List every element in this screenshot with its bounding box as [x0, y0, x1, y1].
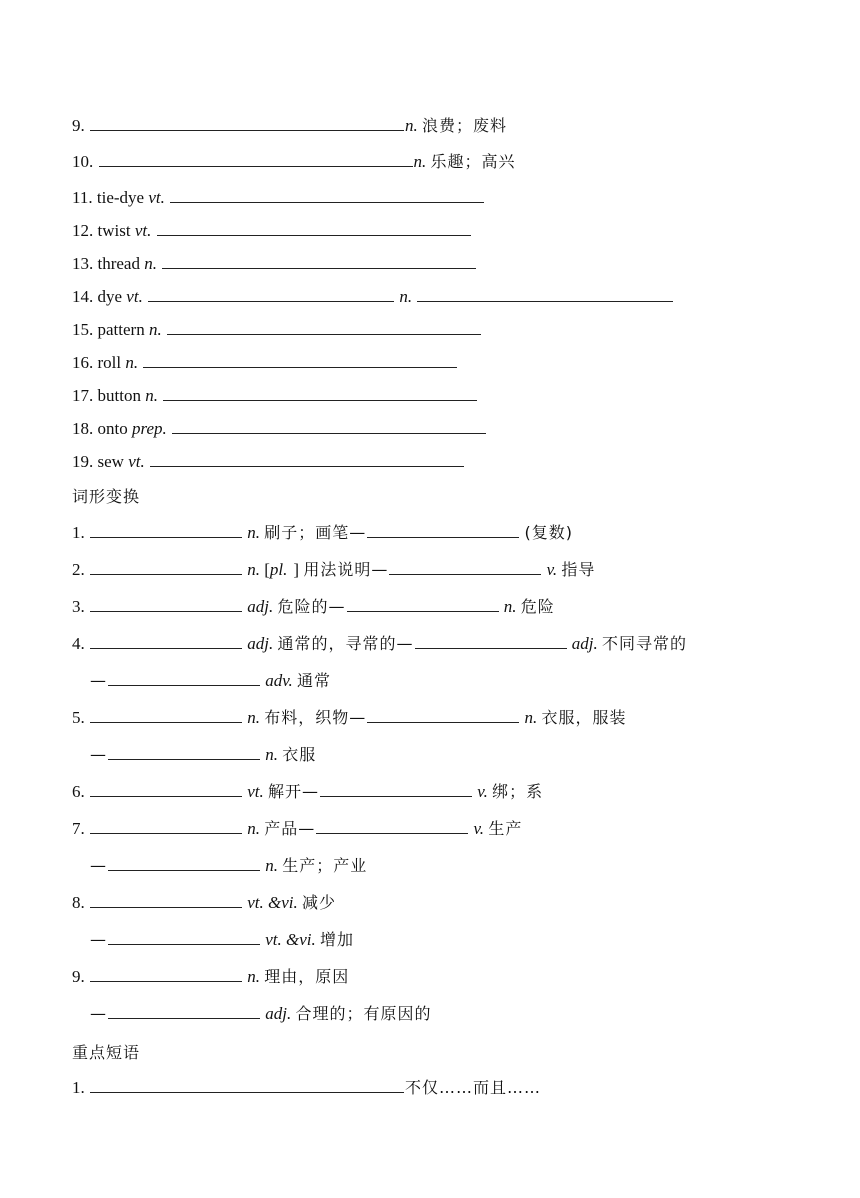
meaning: 解开— — [268, 782, 320, 801]
meaning: 刷子；画笔— — [264, 523, 367, 542]
answer-blank[interactable] — [90, 595, 242, 612]
part-of-speech: vt. — [134, 221, 152, 240]
meaning-3: 增加 — [320, 930, 355, 949]
answer-blank-3[interactable] — [108, 743, 260, 760]
word: roll — [97, 353, 122, 372]
item-number: 15. — [72, 320, 94, 339]
answer-blank[interactable] — [157, 219, 471, 236]
word: twist — [97, 221, 131, 240]
item-number: 10. — [72, 152, 94, 171]
form-item-5-continued — [90, 743, 316, 766]
part-of-speech-3: adv. — [265, 671, 293, 690]
answer-blank[interactable] — [150, 450, 464, 467]
answer-blank-3[interactable] — [108, 1002, 260, 1019]
vocab-item-17 — [72, 384, 478, 407]
meaning: 布料，织物— — [264, 708, 367, 727]
meaning: 通常的，寻常的— — [277, 634, 414, 653]
answer-blank-3[interactable] — [108, 854, 260, 871]
answer-blank-2[interactable] — [417, 285, 673, 302]
part-of-speech: n. — [144, 254, 157, 273]
word: pattern — [97, 320, 145, 339]
item-number: 5. — [72, 708, 85, 727]
vocab-item-12 — [72, 219, 472, 242]
part-of-speech: vt. — [128, 452, 145, 471]
part-of-speech-3: n. — [265, 745, 278, 764]
meaning-2: 指导 — [561, 560, 596, 579]
form-item-8-continued — [90, 928, 354, 951]
part-of-speech: prep. — [131, 419, 167, 438]
item-number: 13. — [72, 254, 94, 273]
answer-blank-3[interactable] — [108, 928, 260, 945]
dash: — — [90, 671, 107, 690]
meaning: 乐趣；高兴 — [430, 152, 516, 171]
part-of-speech: vt. — [148, 188, 165, 207]
form-item-1 — [72, 521, 573, 544]
part-of-speech: vt. — [247, 782, 264, 801]
section-heading-word-forms: 词形变换 — [72, 487, 141, 506]
answer-blank[interactable] — [90, 1076, 404, 1093]
answer-blank-3[interactable] — [108, 669, 260, 686]
form-item-8 — [72, 891, 336, 914]
form-item-9 — [72, 965, 349, 988]
meaning-2: 绑；系 — [492, 782, 544, 801]
answer-blank-2[interactable] — [415, 632, 567, 649]
vocab-item-9 — [72, 114, 507, 137]
meaning-3: 通常 — [297, 671, 332, 690]
part-of-speech: n. — [413, 152, 427, 171]
word: onto — [97, 419, 128, 438]
form-item-9-continued — [90, 1002, 432, 1025]
part-of-speech-3: n. — [265, 856, 278, 875]
form-item-7 — [72, 817, 522, 840]
word: button — [97, 386, 141, 405]
bracket-close: ] — [293, 560, 300, 579]
meaning: 不仅……而且…… — [405, 1078, 542, 1097]
answer-blank-2[interactable] — [367, 706, 519, 723]
item-number: 7. — [72, 819, 85, 838]
answer-blank[interactable] — [90, 891, 242, 908]
word: sew — [97, 452, 124, 471]
part-of-speech-3: vt. &vi. — [265, 930, 316, 949]
part-of-speech: n. — [247, 560, 260, 579]
note: (复数) — [524, 523, 574, 542]
part-of-speech: n. — [247, 708, 260, 727]
part-of-speech-2: v. — [477, 782, 488, 801]
answer-blank[interactable] — [170, 186, 484, 203]
item-number: 12. — [72, 221, 94, 240]
vocab-item-15 — [72, 318, 482, 341]
answer-blank[interactable] — [167, 318, 481, 335]
part-of-speech: n. — [247, 967, 260, 986]
part-of-speech: vt. &vi. — [247, 893, 298, 912]
answer-blank-2[interactable] — [320, 780, 472, 797]
answer-blank[interactable] — [90, 817, 242, 834]
vocab-item-18 — [72, 417, 487, 440]
part-of-speech-2: n. — [399, 287, 413, 306]
answer-blank[interactable] — [90, 632, 242, 649]
answer-blank[interactable] — [90, 521, 242, 538]
answer-blank[interactable] — [99, 150, 413, 167]
section-heading-phrases: 重点短语 — [72, 1043, 141, 1062]
part-of-speech-2: v. — [473, 819, 485, 838]
vocab-item-13 — [72, 252, 477, 275]
item-number: 2. — [72, 560, 85, 579]
answer-blank[interactable] — [163, 384, 477, 401]
form-item-5 — [72, 706, 627, 729]
item-number: 11. — [72, 188, 93, 207]
meaning-3: 生产；产业 — [282, 856, 368, 875]
meaning: 理由，原因 — [264, 967, 350, 986]
answer-blank[interactable] — [90, 780, 242, 797]
answer-blank[interactable] — [143, 351, 457, 368]
part-of-speech-2: adj. — [571, 634, 598, 653]
vocab-item-19 — [72, 450, 465, 473]
part-of-speech: n. — [148, 320, 162, 339]
meaning-2: 衣服，服装 — [541, 708, 627, 727]
part-of-speech: n. — [405, 116, 418, 135]
part-of-speech: adj. — [247, 634, 274, 653]
dash: — — [90, 930, 107, 949]
item-number: 1. — [72, 1078, 85, 1097]
bracket-open: [ — [264, 560, 270, 579]
item-number: 8. — [72, 893, 85, 912]
answer-blank[interactable] — [172, 417, 486, 434]
meaning-2: 不同寻常的 — [601, 634, 687, 653]
meaning: 减少 — [302, 893, 337, 912]
answer-blank-2[interactable] — [367, 521, 519, 538]
vocab-item-16 — [72, 351, 458, 374]
answer-blank-2[interactable] — [316, 817, 468, 834]
answer-blank[interactable] — [90, 706, 242, 723]
part-of-speech: adj. — [247, 597, 274, 616]
answer-blank[interactable] — [90, 558, 242, 575]
meaning-3: 合理的；有原因的 — [295, 1004, 432, 1023]
meaning: 产品— — [264, 819, 316, 838]
meaning-3: 衣服 — [282, 745, 317, 764]
part-of-speech-2: v. — [546, 560, 558, 579]
item-number: 4. — [72, 634, 85, 653]
answer-blank[interactable] — [162, 252, 476, 269]
item-number: 9. — [72, 967, 85, 986]
part-of-speech: n. — [247, 523, 260, 542]
dash: — — [90, 745, 107, 764]
word: thread — [97, 254, 140, 273]
item-number: 3. — [72, 597, 85, 616]
word: dye — [97, 287, 123, 306]
vocab-item-10 — [72, 150, 516, 173]
meaning-2: 危险 — [520, 597, 555, 616]
part-of-speech-2: n. — [524, 708, 538, 727]
item-number: 18. — [72, 419, 94, 438]
answer-blank-2[interactable] — [347, 595, 499, 612]
plural-tag: pl. — [269, 560, 288, 579]
item-number: 17. — [72, 386, 94, 405]
meaning: 用法说明— — [303, 560, 389, 579]
vocab-item-14 — [72, 285, 674, 308]
part-of-speech-2: n. — [503, 597, 517, 616]
meaning: 浪费；废料 — [422, 116, 508, 135]
form-item-6 — [72, 780, 543, 803]
item-number: 19. — [72, 452, 94, 471]
form-item-7-continued — [90, 854, 367, 877]
answer-blank[interactable] — [148, 285, 394, 302]
vocab-item-11 — [72, 186, 485, 209]
meaning-2: 生产 — [488, 819, 523, 838]
answer-blank[interactable] — [90, 114, 404, 131]
form-item-4 — [72, 632, 687, 655]
form-item-3 — [72, 595, 555, 618]
item-number: 16. — [72, 353, 94, 372]
phrase-item-1 — [72, 1076, 541, 1099]
part-of-speech: n. — [247, 819, 260, 838]
answer-blank[interactable] — [90, 965, 242, 982]
part-of-speech-3: adj. — [265, 1004, 292, 1023]
part-of-speech: vt. — [126, 287, 143, 306]
word: tie-dye — [96, 188, 145, 207]
part-of-speech: n. — [145, 386, 158, 405]
item-number: 1. — [72, 523, 85, 542]
answer-blank-2[interactable] — [389, 558, 541, 575]
item-number: 6. — [72, 782, 85, 801]
dash: — — [90, 1004, 107, 1023]
meaning: 危险的— — [277, 597, 346, 616]
form-item-2 — [72, 558, 595, 581]
dash: — — [90, 856, 107, 875]
item-number: 14. — [72, 287, 94, 306]
part-of-speech: n. — [125, 353, 139, 372]
item-number: 9. — [72, 116, 85, 135]
form-item-4-continued — [90, 669, 331, 692]
